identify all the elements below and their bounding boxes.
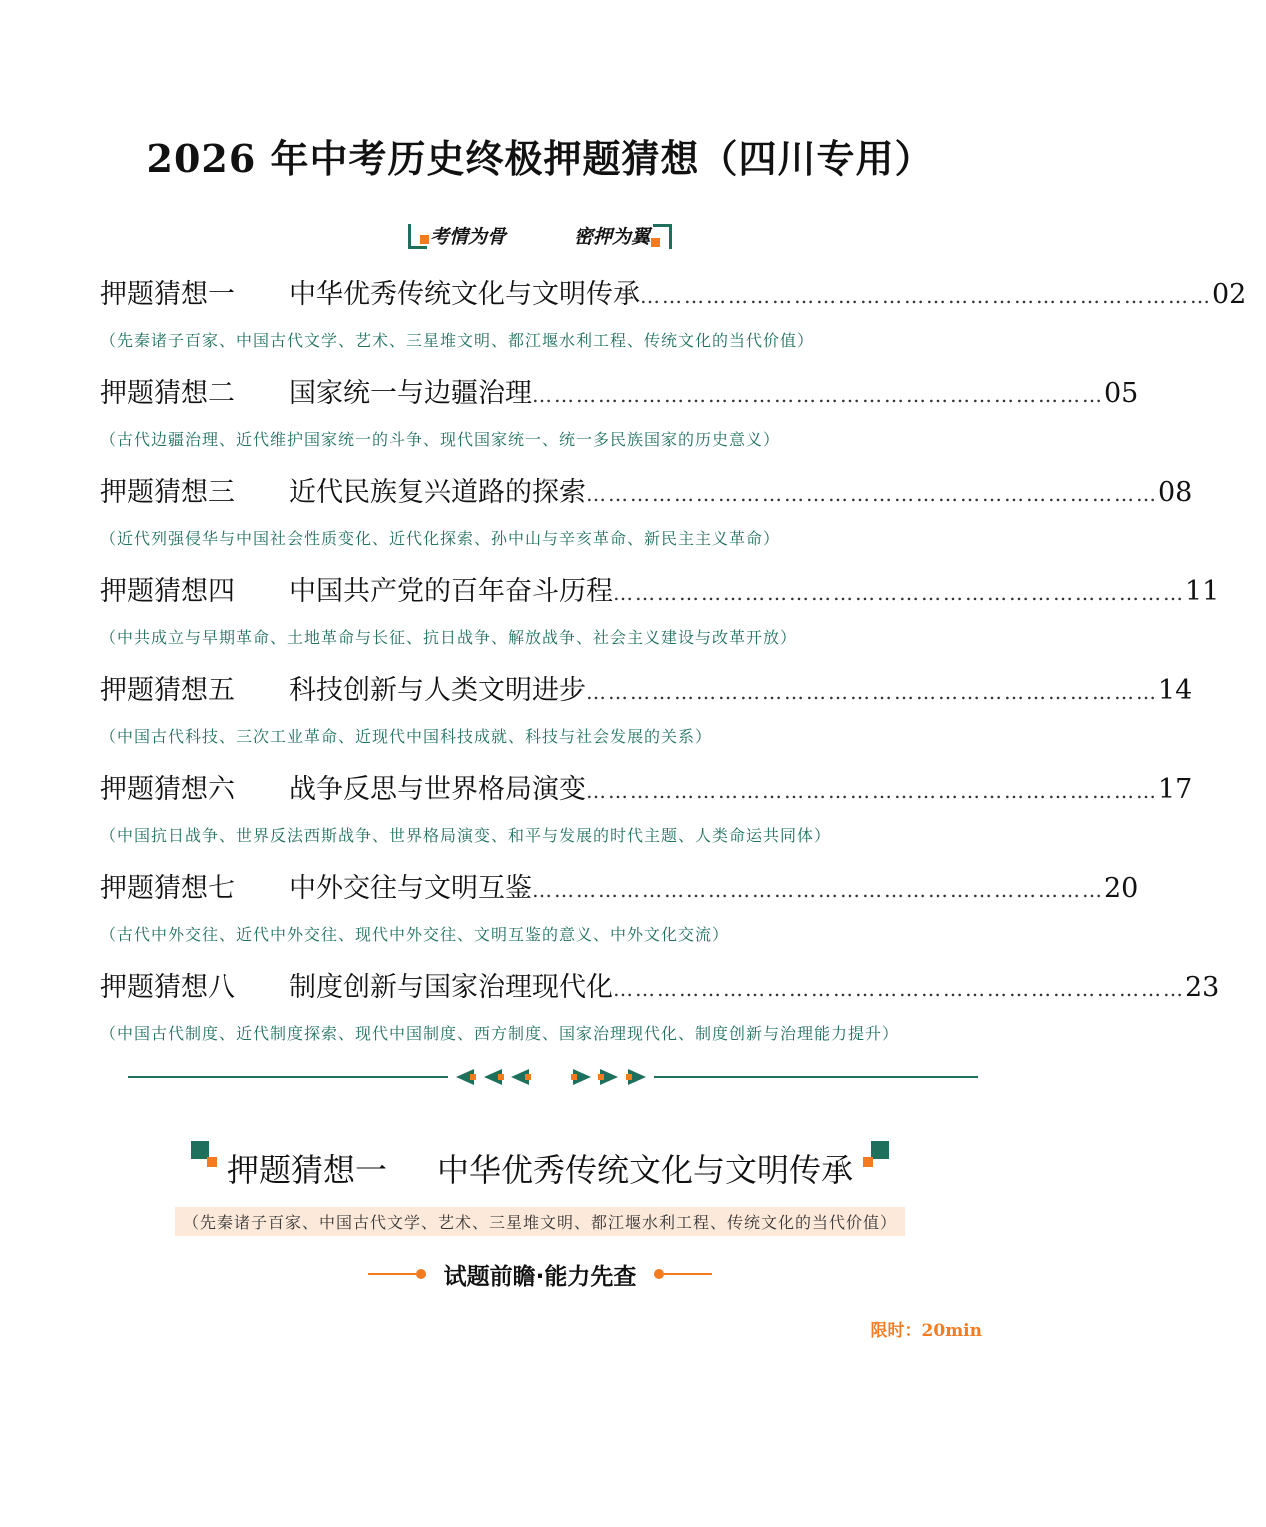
corner-bracket-icon (408, 224, 427, 249)
toc-page-number: 23 (1185, 972, 1220, 1003)
section-subtitle: （先秦诸子百家、中国古代文学、艺术、三星堆文明、都江堰水利工程、传统文化的当代价值） (175, 1207, 905, 1236)
toc-page-number: 02 (1212, 279, 1247, 310)
toc-page-number: 11 (1185, 576, 1220, 607)
toc-title: 制度创新与国家治理现代化 (289, 972, 613, 1003)
toc-subtitle: （古代边疆治理、近代维护国家统一的斗争、现代国家统一、统一多民族国家的历史意义） (100, 430, 781, 449)
tagline-right-text: 密押为翼 (574, 225, 651, 248)
toc-leader-dots: …………………………………………………………………… (532, 878, 1104, 902)
toc-subtitle: （古代中外交往、近代中外交往、现代中外交往、文明互鉴的意义、中外文化交流） (100, 925, 730, 944)
toc-title: 近代民族复兴道路的探索 (289, 477, 586, 508)
table-of-contents (100, 272, 1247, 1064)
toc-title: 战争反思与世界格局演变 (289, 774, 586, 805)
section-title: 中华优秀传统文化与文明传承 (437, 1151, 854, 1189)
section-subtitle-wrap (0, 1207, 1080, 1236)
toc-label: 押题猜想一 (100, 279, 235, 310)
toc-label: 押题猜想七 (100, 873, 235, 904)
toc-page-number: 20 (1104, 873, 1139, 904)
toc-leader-dots: …………………………………………………………………… (586, 680, 1158, 704)
toc-subtitle: （中国古代制度、近代制度探索、现代中国制度、西方制度、国家治理现代化、制度创新与治理能力提升） (100, 1024, 900, 1043)
toc-leader-dots: …………………………………………………………………… (640, 284, 1212, 308)
dot-icon (416, 1269, 426, 1279)
banner-line-left (368, 1273, 416, 1275)
toc-leader-dots: …………………………………………………………………… (586, 482, 1158, 506)
square-deco-icon (191, 1141, 219, 1169)
tagline (0, 220, 1080, 250)
preview-banner (0, 1256, 1080, 1292)
toc-page-number: 05 (1104, 378, 1139, 409)
toc-item[interactable] (100, 767, 1193, 866)
section-heading (0, 1145, 1080, 1191)
toc-page-number: 14 (1158, 675, 1193, 706)
toc-leader-dots: …………………………………………………………………… (613, 581, 1185, 605)
time-limit-value: 20min (921, 1321, 982, 1341)
toc-title: 中华优秀传统文化与文明传承 (289, 279, 640, 310)
toc-label: 押题猜想六 (100, 774, 235, 805)
toc-title: 中外交往与文明互鉴 (289, 873, 532, 904)
time-limit-label: 限时： (870, 1321, 922, 1341)
toc-page-number: 17 (1158, 774, 1193, 805)
toc-leader-dots: …………………………………………………………………… (586, 779, 1158, 803)
time-limit (871, 1316, 982, 1341)
toc-item[interactable] (100, 668, 1193, 767)
toc-leader-dots: …………………………………………………………………… (613, 977, 1185, 1001)
section-divider (128, 1067, 978, 1087)
toc-label: 押题猜想二 (100, 378, 235, 409)
toc-label: 押题猜想八 (100, 972, 235, 1003)
toc-item[interactable] (100, 272, 1247, 371)
section-label: 押题猜想一 (226, 1151, 387, 1189)
toc-title: 国家统一与边疆治理 (289, 378, 532, 409)
toc-subtitle: （中国古代科技、三次工业革命、近现代中国科技成就、科技与社会发展的关系） (100, 727, 713, 746)
toc-subtitle: （中国抗日战争、世界反法西斯战争、世界格局演变、和平与发展的时代主题、人类命运共同体） (100, 826, 832, 845)
toc-subtitle: （中共成立与早期革命、土地革命与长征、抗日战争、解放战争、社会主义建设与改革开放） (100, 628, 798, 647)
double-arrow-icon (456, 1067, 646, 1087)
tagline-left-text: 考情为骨 (429, 225, 506, 248)
toc-item[interactable] (100, 470, 1193, 569)
corner-bracket-icon (653, 224, 672, 249)
toc-label: 押题猜想三 (100, 477, 235, 508)
toc-item[interactable] (100, 371, 1139, 470)
toc-page-number: 08 (1158, 477, 1193, 508)
toc-subtitle: （近代列强侵华与中国社会性质变化、近代化探索、孙中山与辛亥革命、新民主主义革命） (100, 529, 781, 548)
dot-icon (654, 1269, 664, 1279)
toc-item[interactable] (100, 866, 1139, 965)
square-deco-icon (861, 1141, 889, 1169)
toc-title: 科技创新与人类文明进步 (289, 675, 586, 706)
toc-subtitle: （先秦诸子百家、中国古代文学、艺术、三星堆文明、都江堰水利工程、传统文化的当代价值） (100, 331, 815, 350)
toc-label: 押题猜想四 (100, 576, 235, 607)
page-title: 2026 年中考历史终极押题猜想（四川专用） (146, 136, 934, 181)
tagline-right (560, 222, 664, 249)
toc-leader-dots: …………………………………………………………………… (532, 383, 1104, 407)
banner-line-right (664, 1273, 712, 1275)
toc-item[interactable] (100, 569, 1220, 668)
toc-title: 中国共产党的百年奋斗历程 (289, 576, 613, 607)
tagline-left (416, 222, 520, 249)
toc-item[interactable] (100, 965, 1220, 1064)
preview-text: 试题前瞻·能力先查 (443, 1263, 637, 1290)
toc-label: 押题猜想五 (100, 675, 235, 706)
